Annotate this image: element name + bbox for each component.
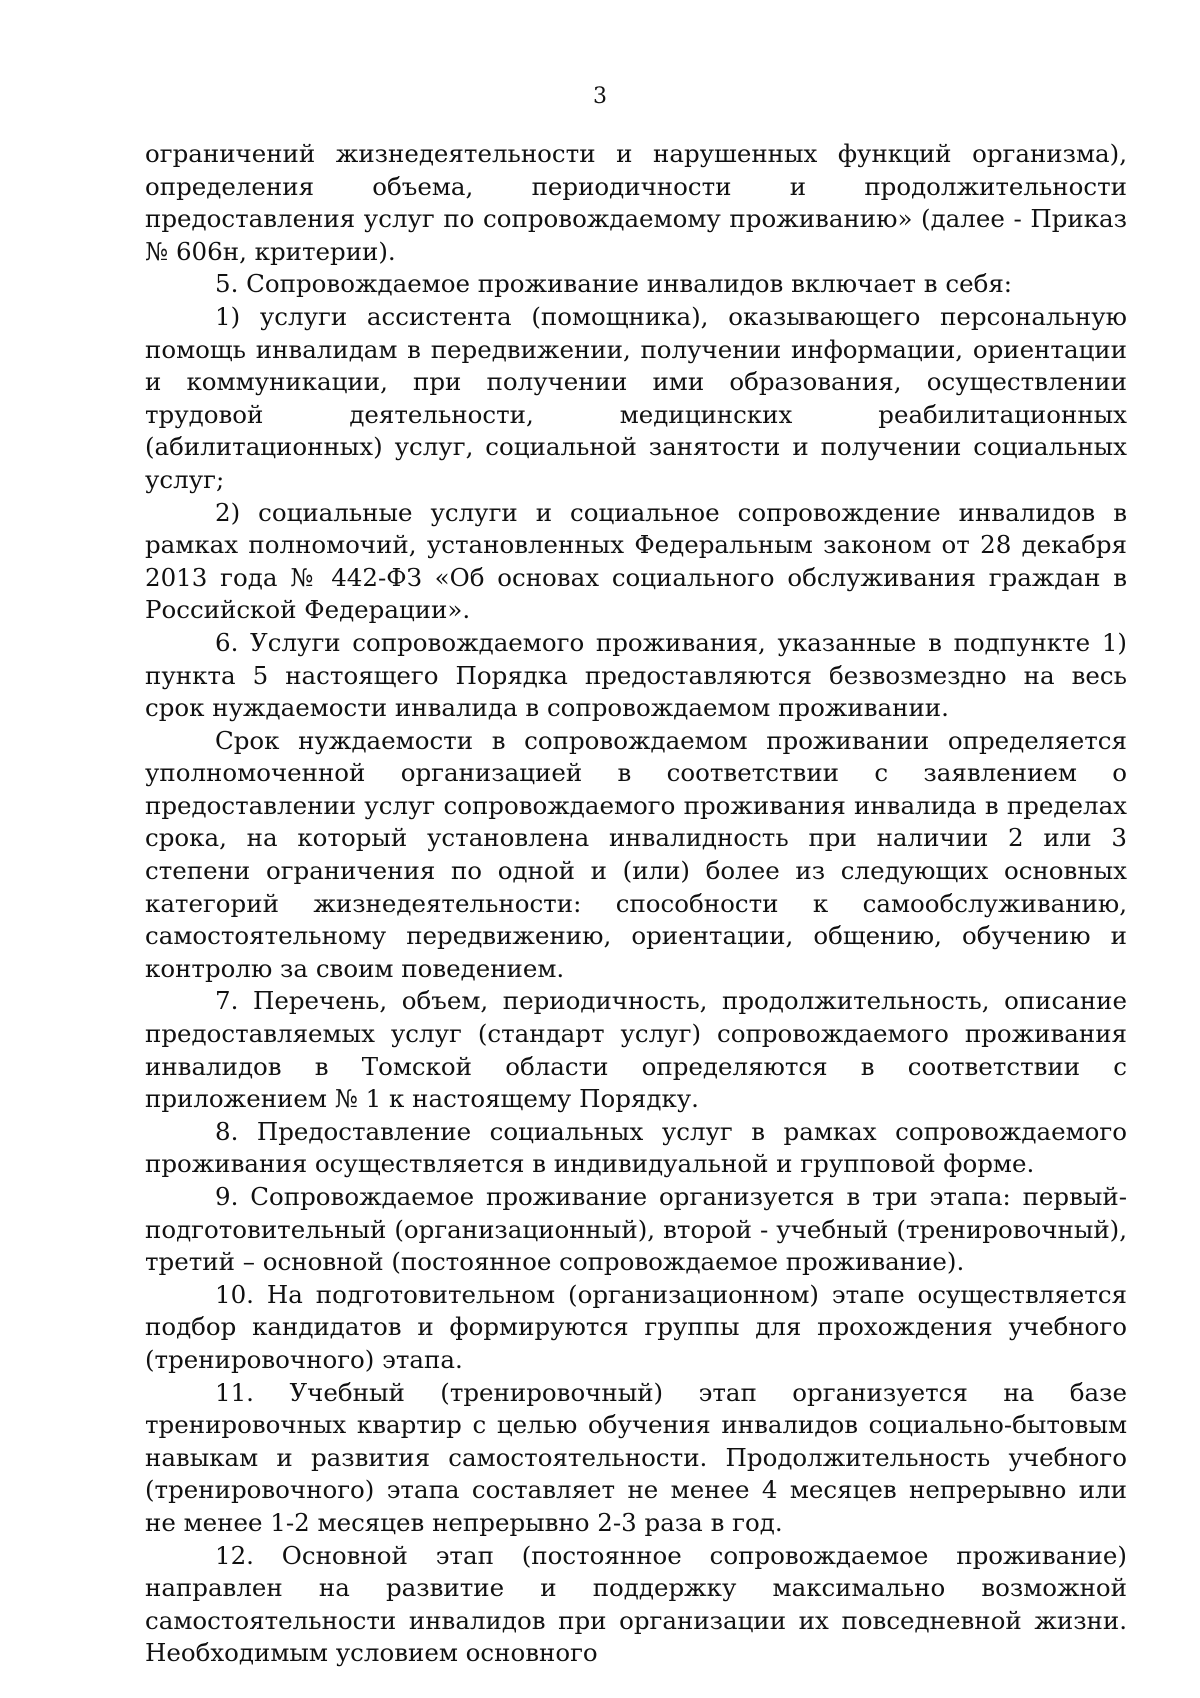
paragraph: 2) социальные услуги и социальное сопровождение инвалидов в рамках полномочий, установленных Федеральным законом от 28 декабря 2013 года № 442-ФЗ «Об основах социального обслуживания граждан в Российской Федерации». xyxy=(145,497,1127,625)
document-body xyxy=(145,138,1127,1670)
paragraph: 11. Учебный (тренировочный) этап организуется на базе тренировочных квартир с целью обучения инвалидов социально-бытовым навыкам и развития самостоятельности. Продолжительность учебного (тренировочного) этапа составляет не менее 4 месяцев непрерывно или не менее 1-2 месяцев непрерывно 2-3 раза в год. xyxy=(145,1377,1127,1537)
paragraph: 7. Перечень, объем, периодичность, продолжительность, описание предоставляемых услуг (стандарт услуг) сопровождаемого проживания инвалидов в Томской области определяются в соответствии с приложением № 1 к настоящему Порядку. xyxy=(145,986,1127,1114)
paragraph: 12. Основной этап (постоянное сопровождаемое проживание) направлен на развитие и поддержку максимально возможной самостоятельности инвалидов при организации их повседневной жизни. Необходимым условием основного xyxy=(145,1540,1127,1668)
page-number: 3 xyxy=(593,84,607,109)
paragraph: ограничений жизнедеятельности и нарушенных функций организма), определения объема, периодичности и продолжительности предоставления услуг по сопровождаемому проживанию» (далее - Приказ № 606н, критерии). xyxy=(145,139,1127,266)
paragraph: 6. Услуги сопровождаемого проживания, указанные в подпункте 1) пункта 5 настоящего Порядка предоставляются безвозмездно на весь срок нуждаемости инвалида в сопровождаемом проживании. xyxy=(145,627,1127,723)
paragraph: 8. Предоставление социальных услуг в рамках сопровождаемого проживания осуществляется в индивидуальной и групповой форме. xyxy=(145,1116,1127,1179)
paragraph: 1) услуги ассистента (помощника), оказывающего персональную помощь инвалидам в передвижении, получении информации, ориентации и коммуникации, при получении ими образования, осуществлении трудовой деятельности, медицинских реабилитационных (абилитационных) услуг, социальной занятости и получении социальных услуг; xyxy=(145,301,1127,494)
paragraph: Срок нуждаемости в сопровождаемом проживании определяется уполномоченной организацией в соответствии с заявлением о предоставлении услуг сопровождаемого проживания инвалида в пределах срока, на который установлена инвалидность при наличии 2 или 3 степени ограничения по одной и (или) более из следующих основных категорий жизнедеятельности: способности к самообслуживанию, самостоятельному передвижению, ориентации, общению, обучению и контролю за своим поведением. xyxy=(145,725,1127,983)
paragraph: 9. Сопровождаемое проживание организуется в три этапа: первый- подготовительный (организационный), второй - учебный (тренировочный), третий – основной (постоянное сопровождаемое проживание). xyxy=(145,1182,1127,1277)
paragraph: 5. Сопровождаемое проживание инвалидов включает в себя: xyxy=(215,269,1013,299)
paragraph: 10. На подготовительном (организационном) этапе осуществляется подбор кандидатов и формируются группы для прохождения учебного (тренировочного) этапа. xyxy=(145,1279,1127,1374)
